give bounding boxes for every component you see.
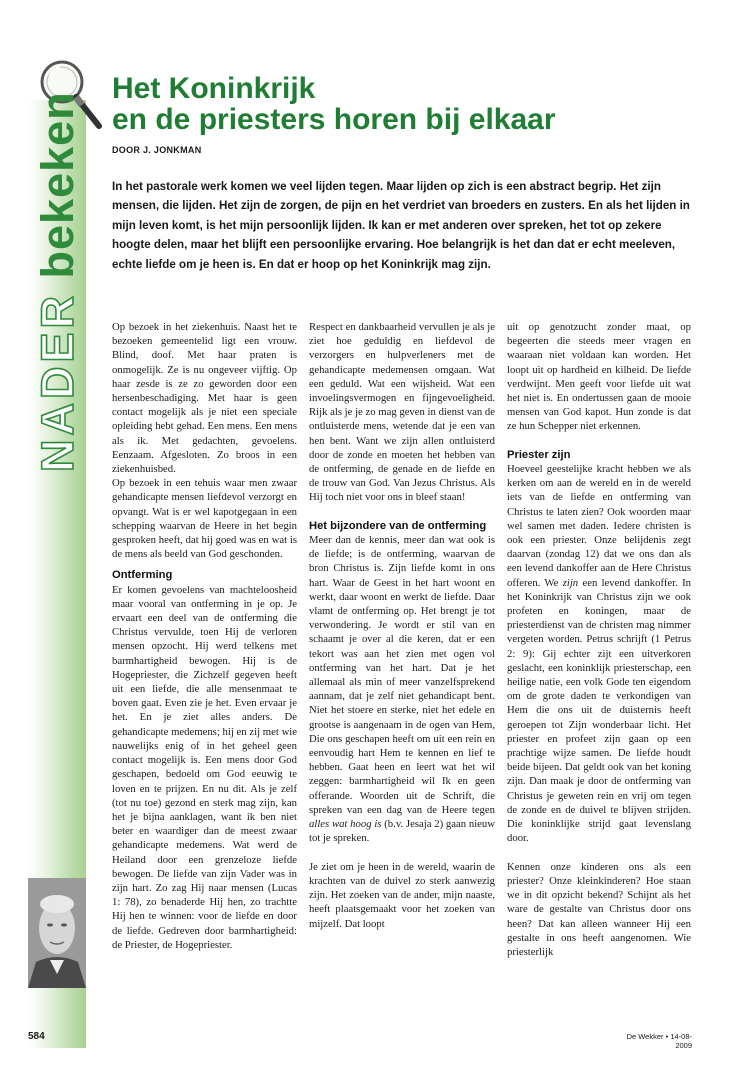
subheading-ontferming: Ontferming <box>112 569 173 582</box>
italic-word: zijn <box>562 576 579 589</box>
author-photo <box>28 878 86 988</box>
paragraph-text: een levend dankoffer. In het Koninkrijk van Christus zijn we ook profeten en koningen, maar de priesterdienst van de christen mag nimmer vergeten worden. Petrus schrijft (1 Petrus 2: 9): Gij echter zijt een uitverkoren geslacht, een koninklijk priesterschap, een heilige natie, een volk Gode ten eigendom om de grote daden te verkondigen van Hem die ons uit de duisternis heeft geroepen tot Zijn wonderbaar licht. Het priester en profeet zijn gaan op een prachtige wijze samen. De liefde houdt beide bijeen. Dat geldt ook van het koning zijn. Dan maak je door de ontferming van Christus je geweten rein en vrij om tegen de zonde en de duivel te blijven strijden. Die koninklijke strijd gaat levenslang door. <box>507 576 691 845</box>
section-label-outline: NADER <box>32 291 83 472</box>
title-line-2: en de priesters horen bij elkaar <box>112 103 556 136</box>
paragraph: Je ziet om je heen in de wereld, waarin de krachten van de duivel zo sterk aanwezig zijn. Het zoeken van de ander, mijn naaste, heeft plaatsgemaakt voor het zoeken van mijzelf. Dat loopt <box>309 860 495 930</box>
paragraph <box>309 533 495 845</box>
column-2 <box>309 320 495 931</box>
paragraph-text: (b.v. Jesaja 2) gaan nieuw tot je spreken. <box>309 818 495 845</box>
column-1 <box>112 320 297 952</box>
subheading-bijzondere: Het bijzondere van de ontferming <box>309 519 487 532</box>
byline: DOOR J. JONKMAN <box>112 145 202 155</box>
paragraph: Respect en dankbaarheid vervullen je als je ziet hoe geduldig en liefdevol de verzorgers en hulpverleners met de gehandicapte medemensen omgaan. Wat een geduld. Wat een wijsheid. Wat een invoelingsvermogen en fijngevoeligheid. Rijk als je je zo mag geven in dienst van de ontluisterde mens, wetende dat je een van hen bent. Want we zijn allen ontluisterd door de zonde en moeten het hebben van de ontferming, de genade en de liefde en de trouw van God. Van Jezus Christus. Als Hij toch niet voor ons in bleef staan! <box>309 321 495 504</box>
italic-phrase: alles wat hoog is <box>309 818 382 831</box>
section-label-filled: bekeken <box>32 91 83 279</box>
subheading-priester-zijn: Priester zijn <box>507 448 571 461</box>
intro-paragraph: In het pastorale werk komen we veel lijden tegen. Maar lijden op zich is een abstract begrip. Het zijn mensen, die lijden. Het zijn de zorgen, de pijn en het verdriet van broeders en zusters. En als het lijden in mijn leven komt, is het mijn persoonlijk lijden. Ik kan er met anderen over spreken, het tot op zekere hoogte delen, maar het blijft een persoonlijke ervaring. Hoe belangrijk is het dan dat er echt meeleven, echte liefde om je heen is. En dat er hoop op het Koninkrijk mag zijn. <box>112 180 690 271</box>
title-line-1: Het Koninkrijk <box>112 72 316 105</box>
paragraph-text: Hoeveel geestelijke kracht hebben we als kerken om aan de wereld en in de wereld iets van de liefde en ontferming van Christus te laten zien? Ook woorden maar wel samen met daden. Iedere christen is ook een priester. Onze belijdenis zegt daarvan (zondag 12) dat we ons dan als een levend dankoffer aan de Here Christus offeren. We <box>507 463 691 589</box>
publication-footer: De Wekker • 14-08-2009 <box>626 1032 692 1050</box>
paragraph: Er komen gevoelens van machteloosheid maar vooral van ontferming in je op. Je ervaart een deel van de ontferming die Christus vervulde, toen Hij de verloren mensen opzocht. Hij werd telkens met barmhartigheid bewogen. Hij is de Hogepriester, die Zichzelf gegeven heeft uit een liefde, die alle mensenmaat te boven gaat. Even zie je het. Even ervaar je het. En je ziet alles anders. De gehandicapte medemens; hij en zij met wie nauwelijks enig of in het geheel geen contact mogelijk is. Een mens door God geschapen, bedoeld om God eeuwig te loven en te prijzen. En nu dit. Als je zelf (tot nu toe) gezond en sterk mag zijn, kan het je bijna aanklagen, want ik ben niet beter en waardiger dan de meest zwaar gehandicapte medemens. Wat werd de Heiland door een grenzeloze liefde bewogen. De liefde van zijn Vader was in zijn hart. Zo zag Hij naar mensen (Lucas 1: 78), zo benaderde Hij hen, zo trachtte Hij hen te winnen: voor de liefde en door de liefde. Gedreven door barmhartigheid: de Priester, de Hogepriester. <box>112 583 297 951</box>
paragraph: Kennen onze kinderen ons als een priester? Onze kleinkinderen? Hoe staan we in dit opzicht bekend? Schijnt als het ware de gestalte van Christus door ons heen? Dat kan alleen wanneer Hij een gestalte in ons heeft aangenomen. Wie priesterlijk <box>507 860 691 958</box>
page-number: 584 <box>28 1031 45 1042</box>
paragraph <box>507 462 691 845</box>
column-3 <box>507 320 691 959</box>
paragraph-text: Meer dan de kennis, meer dan wat ook is de liefde; is de ontferming, waarvan de bron Christus is. Zijn liefde komt in ons hart. Waar de Geest in het hart woont en werkt, daar woont en werkt de liefde. Daar vlamt de ontferming op. Het brengt je tot verwondering. Je wordt er stil van en schaamt je over al die keren, dat er een tekort was aan het zien met ogen vol ontferming van het hart. Dat je het allemaal als min of meer vanzelfsprekend aannam, dat je zelf niet gehandicapt bent. Niet het stoere en sterke, niet het edele en grootse is aangenaam in de ogen van Hem, Die ons geschapen heeft om uit een rein en eenvoudig hart Hem te kennen en lief te hebben. Gaat heen en leert wat het wil zeggen: barmhartigheid wil Ik en geen offerande. Woorden uit de Schrift, die spreken van een dag van de Heere tegen <box>309 534 495 816</box>
paragraph: Op bezoek in het ziekenhuis. Naast het te bezoeken gemeentelid ligt een vrouw. Blind, doof. Met haar praten is onmogelijk. Ze is nu ongeveer vijftig. Op haar zesde is ze zo geworden door een hersenbeschadiging. Met haar is geen contact mogelijk als je niet een speciale opleiding hebt gehad. Een mens. Een mens als ik. Met gedachten, gevoelens. Eenzaam. Afgesloten. Zo broos in een ziekenhuisbed. <box>112 321 297 476</box>
paragraph: uit op genotzucht zonder maat, op begeerten die steeds meer vragen en waaraan niet voldaan kan worden. Het loopt uit op hardheid en kilheid. De liefde verdwijnt. Men geeft voor liefde uit wat het niet is. En ondertussen gaan de mooie mensen van God kapot. Hun zonde is dat ze hun Schepper niet erkennen. <box>507 321 691 433</box>
article-title <box>112 73 712 135</box>
section-label-vertical <box>32 91 83 472</box>
paragraph: Op bezoek in een tehuis waar men zwaar gehandicapte mensen liefdevol verzorgt en opvangt. Wat is er wel kapotgegaan in een schepping waarvan de Heere in het begin gesproken heeft, dat hij goed was en wat is de mens als beeld van God geschonden. <box>112 477 297 561</box>
